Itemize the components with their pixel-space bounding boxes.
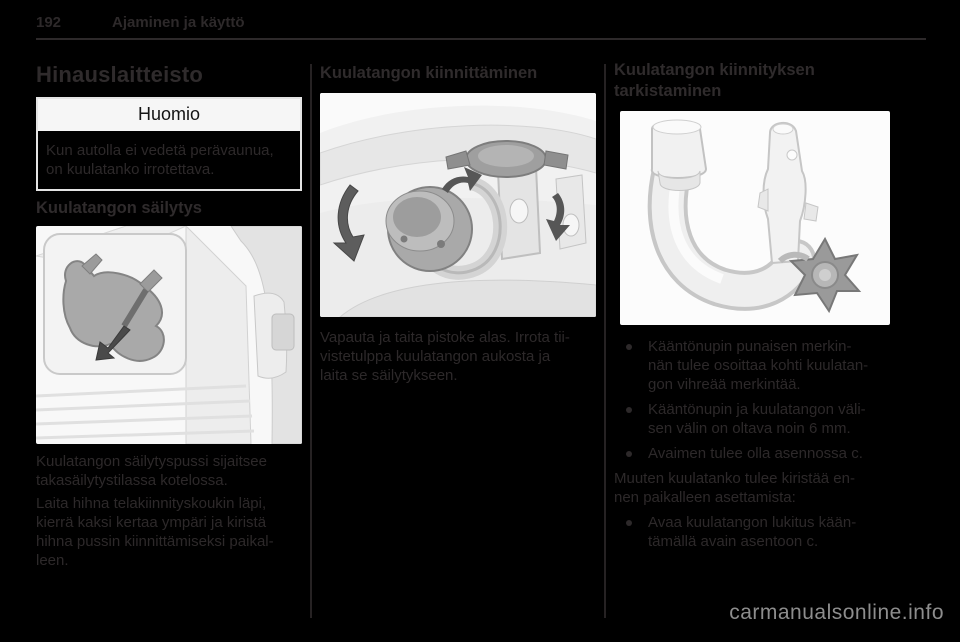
chapter-title: Ajaminen ja käyttö — [112, 14, 245, 31]
text-line: Kääntönupin ja kuulatangon väli- — [648, 401, 866, 418]
text-line: leen. — [36, 552, 69, 569]
text-line: gon vihreää merkintää. — [648, 376, 801, 393]
storage-paragraph-2 — [36, 494, 274, 570]
attach-caption — [320, 328, 570, 385]
list-item — [614, 513, 868, 551]
section-title: Hinauslaitteisto — [36, 62, 204, 87]
socket-illustration — [320, 93, 596, 317]
text-line: Muuten kuulatanko tulee kiristää en- — [614, 470, 855, 487]
caution-box — [36, 97, 302, 191]
text-line: on kuulatanko irrotettava. — [46, 161, 215, 178]
text-line: laita se säilytykseen. — [320, 367, 458, 384]
bullet-icon — [626, 344, 632, 350]
watermark: carmanualsonline.info — [729, 601, 944, 624]
text-line: hihna pussin kiinnittämiseksi paikal- — [36, 533, 274, 550]
page-number: 192 — [36, 14, 62, 31]
list-item — [614, 444, 868, 463]
text-line: nän tulee osoittaa kohti kuulatan- — [648, 357, 869, 374]
attach-heading: Kuulatangon kiinnittäminen — [320, 64, 538, 82]
text-line: vistetulppa kuulatangon aukosta ja — [320, 348, 551, 365]
bullet-icon — [626, 520, 632, 526]
column-divider-2 — [604, 64, 606, 618]
list-item — [614, 337, 868, 394]
text-line: Kuulatangon säilytyspussi sijaitsee — [36, 453, 267, 470]
text-line: tämällä avain asentoon c. — [648, 533, 819, 550]
ball-bar-illustration — [620, 111, 890, 325]
storage-paragraph-1 — [36, 452, 267, 490]
heading-line: tarkistaminen — [614, 82, 722, 100]
otherwise-paragraph — [614, 469, 868, 507]
bullet-icon — [626, 407, 632, 413]
text-line: Vapauta ja taita pistoke alas. Irrota tii- — [320, 329, 570, 346]
text-line: Kun autolla ei vedetä perävaunua, — [46, 142, 274, 159]
text-line: kierrä kaksi kertaa ympäri ja kiristä — [36, 514, 267, 531]
header-rule — [36, 38, 926, 40]
text-line: sen välin on oltava noin 6 mm. — [648, 420, 851, 437]
column-divider-1 — [310, 64, 312, 618]
trunk-storage-illustration — [36, 226, 302, 444]
bullet-icon — [626, 451, 632, 457]
text-line: takasäilytystilassa kotelossa. — [36, 472, 228, 489]
check-heading — [614, 60, 815, 102]
text-line: Laita hihna telakiinnityskoukin läpi, — [36, 495, 267, 512]
storage-heading: Kuulatangon säilytys — [36, 199, 202, 217]
text-line: Kääntönupin punaisen merkin- — [648, 338, 852, 355]
caution-box-title: Huomio — [38, 99, 300, 133]
list-item — [614, 400, 868, 438]
heading-line: Kuulatangon kiinnityksen — [614, 61, 815, 79]
text-line: nen paikalleen asettamista: — [614, 489, 796, 506]
text-line: Avaimen tulee olla asennossa c. — [648, 445, 863, 462]
caution-box-body — [38, 133, 300, 189]
text-line: Avaa kuulatangon lukitus kään- — [648, 514, 857, 531]
check-list — [614, 337, 868, 557]
